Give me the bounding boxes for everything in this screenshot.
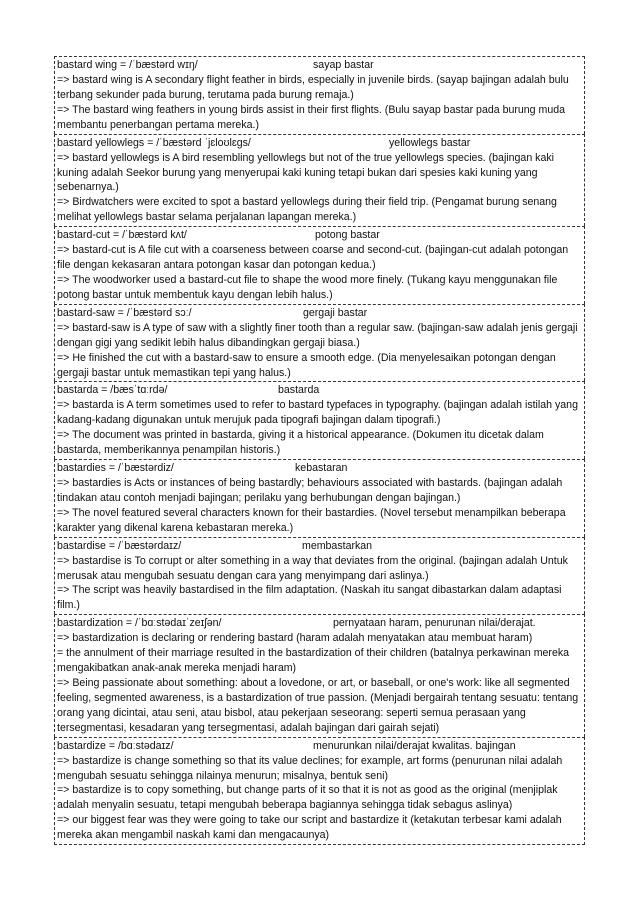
entry-term: bastarda = /bæsˈtɑːrdə/ <box>57 384 168 397</box>
entry-translation: potong bastar <box>315 229 380 242</box>
entry-header <box>57 136 582 151</box>
entry-header <box>57 739 582 754</box>
entry-translation: yellowlegs bastar <box>389 136 471 149</box>
entry-translation: bastarda <box>278 384 320 397</box>
dictionary-entry <box>54 614 585 736</box>
dictionary-entry-list <box>54 56 585 845</box>
dictionary-entry <box>54 56 585 134</box>
dictionary-entry <box>54 537 585 615</box>
entry-example-line: => The script was heavily bastardised in the film adaptation. (Naskah itu sangat dibastarkan dalam adaptasi film.) <box>57 584 562 612</box>
entry-example-line: => The woodworker used a bastard-cut file to shape the wood more finely. (Tukang kayu menggunakan file potong bastar untuk membentuk kayu dengan lebih halus.) <box>57 273 558 301</box>
dictionary-entry <box>54 134 585 227</box>
entry-header <box>57 228 582 243</box>
entry-header <box>57 539 582 554</box>
dictionary-entry <box>54 381 585 459</box>
entry-example-line: => our biggest fear was they were going to take our script and bastardize it (ketakutan terbesar kami adalah mereka akan mengambil naskah kami dan mengacaunya) <box>57 814 562 842</box>
entry-example-line: => bastardize is to copy something, but change parts of it so that it is not as good as the original (menjiplak adalah menyalin sesuatu, tetapi mengubah beberapa bagiannya sehingga tidak sebagus aslinya) <box>57 784 558 812</box>
entry-translation: kebastaran <box>295 462 348 475</box>
entry-translation: gergaji bastar <box>303 306 368 319</box>
entry-example-line: => bastard-cut is A file cut with a coarseness between coarse and second-cut. (bajingan-cut adalah potongan file dengan kekasaran antara potongan kasar dan potongan kedua.) <box>57 244 569 272</box>
entry-term: bastard yellowlegs = /ˈbæstərd ˈjɛloʊlɛgs/ <box>57 136 251 149</box>
entry-header <box>57 306 582 321</box>
entry-example-line: => He finished the cut with a bastard-saw to ensure a smooth edge. (Dia menyelesaikan potongan dengan gergaji bastar untuk memastikan tepi yang halus.) <box>57 351 556 379</box>
entry-term: bastard-saw = /ˈbæstərd sɔː/ <box>57 306 192 319</box>
entry-term: bastardies = /ˈbæstərdiz/ <box>57 462 174 475</box>
entry-term: bastard wing = /ˈbæstərd wɪŋ/ <box>57 59 198 71</box>
entry-translation: menurunkan nilai/derajat kwalitas. bajingan <box>313 739 516 752</box>
entry-example-line: => bastardization is declaring or rendering bastard (haram adalah menyatakan atau membuat haram) <box>57 632 533 645</box>
entry-header <box>57 383 582 398</box>
dictionary-entry <box>54 304 585 382</box>
entry-example-line: => The document was printed in bastarda, giving it a historical appearance. (Dokumen itu dicetak dalam bastarda, memberikannya penampilan historis.) <box>57 429 544 457</box>
entry-header <box>57 58 582 73</box>
entry-example-line: => bastardies is Acts or instances of being bastardly; behaviours associated with bastards. (bajingan adalah tindakan atau contoh menjadi bajingan; perilaku yang berhubungan dengan bajingan.) <box>57 477 563 504</box>
entry-example-line: => The bastard wing feathers in young birds assist in their first flights. (Bulu sayap bastar pada burung muda membantu penerbangan pertama mereka.) <box>57 103 565 131</box>
entry-example-line: => bastard-saw is A type of saw with a slightly finer tooth than a regular saw. (bajingan-saw adalah jenis gergaji dengan gigi yang sedikit lebih halus dibandingkan gergaji biasa.) <box>57 321 578 349</box>
entry-example-line: => bastard yellowlegs is A bird resembling yellowlegs but not of the true yellowlegs species. (bajingan kaki kuning adalah Seekor burung yang menyerupai kaki kuning tetapi bukan dari spesies kaki kuning yang sebenarnya.) <box>57 151 555 194</box>
entry-example-line: => Being passionate about something: about a lovedone, or art, or baseball, or one's work: like all segmented feeling, segmented awareness, is a bastardization of true passion. (Menjadi bergairah tentang sesuatu: tentang orang yang dicintai, atau seni, atau bisbol, atau pekerjaan seseorang: seperti semua perasaan yang tersegmentasi, kesadaran yang tersegmentasi, adalah bajingan dari gairah sejati) <box>57 677 579 734</box>
dictionary-entry <box>54 459 585 537</box>
entry-header <box>57 461 582 476</box>
entry-example-line: = the annulment of their marriage resulted in the bastardization of their children (batalnya perkawinan mereka mengakibatkan anak-anak mereka menjadi haram) <box>57 647 570 675</box>
entry-term: bastardise = /ˈbæstərdaɪz/ <box>57 539 182 552</box>
entry-example-line: => bastardize is change something so that its value declines; for example, art forms (penurunan nilai adalah mengubah sesuatu sehingga nilainya menurun; misalnya, bentuk seni) <box>57 754 563 782</box>
entry-translation: membastarkan <box>302 539 373 552</box>
entry-example-line: => bastardise is To corrupt or alter something in a way that deviates from the original. (bajingan adalah Untuk merusak atau mengubah sesuatu dengan cara yang menyimpang dari aslinya.) <box>57 554 568 582</box>
entry-header <box>57 616 582 631</box>
entry-example-line: => The novel featured several characters known for their bastardies. (Novel tersebut menampilkan beberapa karakter yang dikenal karena kebastaran mereka.) <box>57 506 566 534</box>
entry-term: bastard-cut = /ˈbæstərd kʌt/ <box>57 229 187 242</box>
entry-example-line: => bastard wing is A secondary flight feather in birds, especially in juvenile birds. (sayap bajingan adalah bulu terbang sekunder pada burung, terutama pada burung remaja.) <box>57 74 569 101</box>
dictionary-entry <box>54 737 585 845</box>
entry-term: bastardize = /bɑːstədaɪz/ <box>57 739 174 752</box>
entry-example-line: => Birdwatchers were excited to spot a bastard yellowlegs during their field trip. (Pengamat burung senang melihat yellowlegs bastar selama perjalanan lapangan mereka.) <box>57 196 557 224</box>
dictionary-entry <box>54 226 585 304</box>
entry-translation: sayap bastar <box>313 59 374 71</box>
entry-term: bastardization = /ˈbɑːstədaɪˈzeɪʃən/ <box>57 617 222 630</box>
entry-example-line: => bastarda is A term sometimes used to refer to bastard typefaces in typography. (bajingan adalah istilah yang kadang-kadang digunakan untuk merujuk pada tipografi bajingan dalam tipografi.) <box>57 399 578 427</box>
entry-translation: pernyataan haram, penurunan nilai/derajat. <box>333 617 536 630</box>
